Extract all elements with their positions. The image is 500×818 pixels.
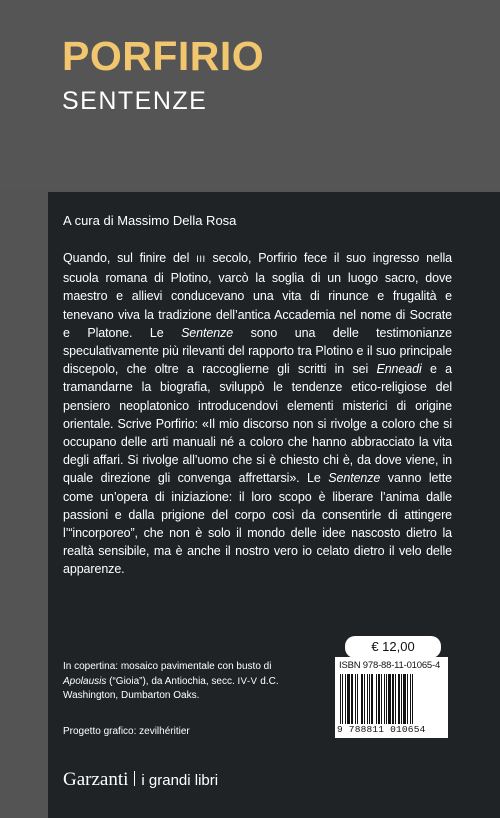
work-title: Sentenze bbox=[328, 471, 381, 486]
cover-credit: In copertina: mosaico pavimentale con busto di Apolausis (“Gioia”), da Antiochia, secc. IV-V d.C. Washington, Dumbarton Oaks. bbox=[63, 661, 279, 701]
work-title: Enneadi bbox=[376, 362, 422, 377]
blurb-paragraph: Quando, sul finire del III secolo, Porfirio fece il suo ingresso nella scuola romana di Plotino, varcò la soglia di un luogo sacro, dove maestro e allievi conducevano una vita di rinunce e frugalità e tenevano viva la tradizione dell’antica Accademia nel nome di Socrate e Platone. Le Sentenze sono una delle testimonianze speculativamente più rilevanti del rapporto tra Plotino e il suo principale discepolo, che oltre a raccoglierne gli scritti in sei Enneadi e a tramandarne la biografia, sviluppò le tendenze etico-religiose del pensiero neoplatonico introducendovi elementi misterici di origine orientale. Scrive Porfirio: «Il mio discorso non si rivolge a coloro che si occupano delle arti manuali né a coloro che hanno abbracciato la vita degli affari. Si rivolge all’uomo che si è chiesto chi è, da dove viene, in quale direzione gli convenga affrettarsi». Le Sentenze vanno lette come un’opera di iniziazione: il loro scopo è liberare l’anima dalle passioni e dalla prigione del corpo così da consentirle di attingere l’“incorporeo”, che non è solo il mondo delle idee nascosto dietro la realtà sensibile, ma è anche il nostro vero io celato dietro il velo delle apparenze. bbox=[63, 251, 453, 577]
design-credit: Progetto grafico: zevilhéritier bbox=[63, 726, 190, 737]
ean-number: 9 788811 010654 bbox=[337, 724, 426, 735]
barcode-block bbox=[335, 657, 448, 738]
work-title: Sentenze bbox=[181, 325, 234, 340]
publisher-name: Garzanti bbox=[63, 769, 129, 790]
curator-line: A cura di Massimo Della Rosa bbox=[63, 213, 237, 228]
price-tag: € 12,00 bbox=[345, 636, 441, 658]
series-name: i grandi libri bbox=[141, 772, 219, 789]
isbn-number: ISBN 978-88-11-01065-4 bbox=[339, 660, 441, 671]
century-numeral: III bbox=[196, 254, 206, 265]
publisher-logo bbox=[63, 770, 218, 791]
logo-divider bbox=[134, 771, 135, 786]
author-name: PORFIRIO bbox=[62, 33, 265, 79]
book-title: SENTENZE bbox=[62, 87, 208, 115]
barcode-icon bbox=[339, 674, 444, 724]
